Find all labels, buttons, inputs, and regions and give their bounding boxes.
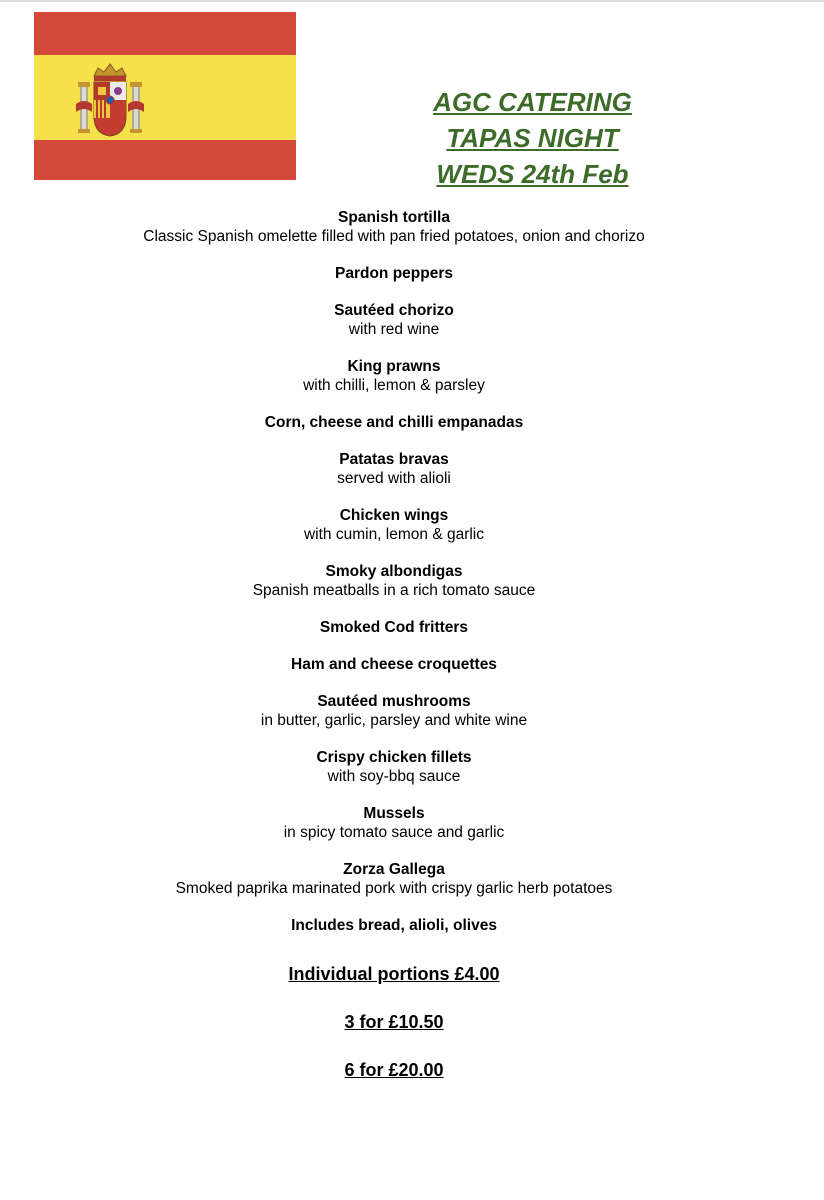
menu-item-name: Crispy chicken fillets <box>316 749 472 766</box>
spanish-flag-image <box>34 12 296 180</box>
menu-item <box>0 301 788 339</box>
menu-item-name: King prawns <box>347 358 441 375</box>
menu-item-desc: in butter, garlic, parsley and white wine <box>260 712 528 729</box>
menu-item-desc: Spanish meatballs in a rich tomato sauce <box>252 582 536 599</box>
menu-item-name: Chicken wings <box>339 507 449 524</box>
menu-item-name: Includes bread, alioli, olives <box>291 917 497 934</box>
price-three: 3 for £10.50 <box>344 1012 444 1032</box>
price-six: 6 for £20.00 <box>344 1060 444 1080</box>
menu-item-desc: in spicy tomato sauce and garlic <box>283 824 505 841</box>
menu-item-name: Sautéed mushrooms <box>317 693 471 710</box>
title-line-event: TAPAS NIGHT <box>446 123 619 153</box>
price-list <box>0 962 788 1106</box>
price-individual: Individual portions £4.00 <box>288 964 500 984</box>
menu-item-name: Corn, cheese and chilli empanadas <box>264 414 524 431</box>
event-title <box>380 84 685 192</box>
menu-item-desc: Smoked paprika marinated pork with crispy garlic herb potatoes <box>175 880 613 897</box>
menu-item <box>0 450 788 488</box>
menu-item <box>0 264 788 283</box>
menu-item-name: Ham and cheese croquettes <box>291 656 497 673</box>
menu-item-desc: Classic Spanish omelette filled with pan fried potatoes, onion and chorizo <box>143 228 645 245</box>
menu-item <box>0 618 788 637</box>
menu-item-name: Sautéed chorizo <box>334 302 454 319</box>
menu-item <box>0 357 788 395</box>
menu-item-desc: served with alioli <box>337 470 451 487</box>
menu-item <box>0 413 788 432</box>
menu-item-desc: with cumin, lemon & garlic <box>303 526 485 543</box>
top-divider <box>0 0 824 2</box>
menu-item-desc: with red wine <box>348 321 440 338</box>
menu-item <box>0 655 788 674</box>
title-line-date: WEDS 24th Feb <box>436 159 629 189</box>
menu-item-name: Mussels <box>363 805 425 822</box>
menu-item <box>0 506 788 544</box>
tapas-menu <box>0 208 788 953</box>
menu-item <box>0 748 788 786</box>
menu-item-name: Spanish tortilla <box>338 209 450 226</box>
menu-item-name: Patatas bravas <box>339 451 449 468</box>
menu-item <box>0 692 788 730</box>
menu-item <box>0 562 788 600</box>
menu-item <box>0 916 788 935</box>
menu-item-name: Zorza Gallega <box>343 861 445 878</box>
menu-item-name: Smoked Cod fritters <box>319 619 469 636</box>
menu-item <box>0 804 788 842</box>
menu-item-name: Pardon peppers <box>335 265 453 282</box>
menu-item-name: Smoky albondigas <box>325 563 463 580</box>
menu-item-desc: with soy-bbq sauce <box>327 768 461 785</box>
menu-item <box>0 208 788 246</box>
title-line-company: AGC CATERING <box>433 87 632 117</box>
menu-item <box>0 860 788 898</box>
menu-item-desc: with chilli, lemon & parsley <box>303 377 485 394</box>
